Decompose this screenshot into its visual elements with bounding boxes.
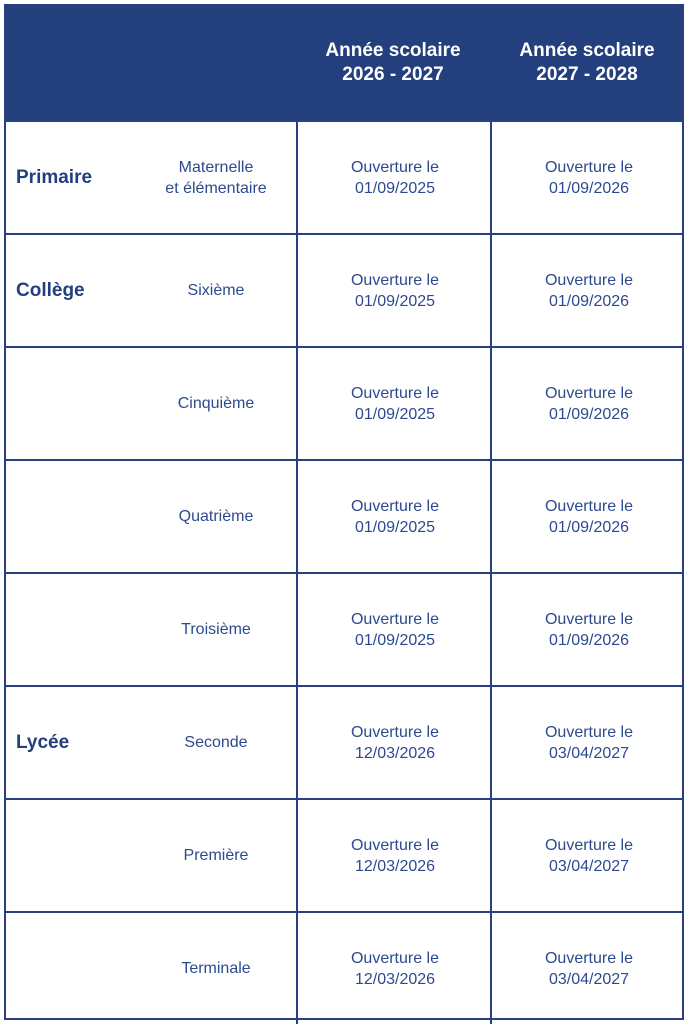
year-1-cell	[296, 235, 492, 346]
year-1-date: 01/09/2025	[354, 518, 436, 536]
header-year-2-label: Année scolaire	[519, 40, 655, 61]
year-2-date: 01/09/2026	[548, 405, 630, 423]
table-row	[6, 572, 682, 685]
year-1-date: 01/09/2025	[354, 179, 436, 197]
header-year-2-range: 2027 - 2028	[536, 64, 638, 85]
year-2-date: 01/09/2026	[548, 518, 630, 536]
year-1-date: 01/09/2025	[354, 405, 436, 423]
year-1-date: 01/09/2025	[354, 292, 436, 310]
class-cell	[136, 687, 296, 798]
year-2-date: 01/09/2026	[548, 179, 630, 197]
year-2-label: Ouverture le	[544, 384, 634, 402]
table-row	[6, 459, 682, 572]
year-1-label: Ouverture le	[350, 836, 440, 854]
year-2-cell	[490, 800, 686, 911]
class-cell	[136, 913, 296, 1024]
level-cell	[16, 800, 136, 911]
class-line-1: Troisième	[181, 621, 251, 638]
class-line-2: et élémentaire	[165, 179, 267, 197]
class-cell	[136, 800, 296, 911]
year-2-date: 01/09/2026	[548, 292, 630, 310]
class-cell	[136, 348, 296, 459]
year-2-cell	[490, 235, 686, 346]
class-cell	[136, 461, 296, 572]
year-2-cell	[490, 687, 686, 798]
level-cell	[16, 574, 136, 685]
year-1-label: Ouverture le	[350, 271, 440, 289]
year-2-label: Ouverture le	[544, 610, 634, 628]
header-year-2	[490, 6, 684, 120]
year-2-date: 03/04/2027	[548, 744, 630, 762]
year-1-label: Ouverture le	[350, 497, 440, 515]
year-2-date: 03/04/2027	[548, 970, 630, 988]
class-line-1: Maternelle	[178, 158, 254, 176]
header-year-1-range: 2026 - 2027	[342, 64, 444, 85]
class-cell	[136, 122, 296, 233]
year-1-cell	[296, 461, 492, 572]
level-cell	[16, 461, 136, 572]
year-1-cell	[296, 913, 492, 1024]
year-2-cell	[490, 574, 686, 685]
header-year-1-label: Année scolaire	[325, 40, 461, 61]
class-line-1: Terminale	[181, 960, 251, 977]
class-line-1: Quatrième	[178, 508, 254, 525]
year-2-label: Ouverture le	[544, 497, 634, 515]
table-row	[6, 911, 682, 1024]
level-cell	[16, 913, 136, 1024]
level-cell	[16, 348, 136, 459]
year-1-cell	[296, 800, 492, 911]
year-1-cell	[296, 574, 492, 685]
class-cell	[136, 574, 296, 685]
class-line-1: Cinquième	[177, 395, 255, 412]
header-year-1	[296, 6, 490, 120]
enrollment-schedule-table	[4, 4, 684, 1020]
year-2-label: Ouverture le	[544, 271, 634, 289]
year-1-cell	[296, 348, 492, 459]
table-row	[6, 346, 682, 459]
year-2-cell	[490, 122, 686, 233]
table-row	[6, 685, 682, 798]
year-2-label: Ouverture le	[544, 949, 634, 967]
year-1-date: 12/03/2026	[354, 744, 436, 762]
level-cell: Collège	[16, 279, 85, 301]
year-2-date: 03/04/2027	[548, 857, 630, 875]
year-2-label: Ouverture le	[544, 723, 634, 741]
year-2-label: Ouverture le	[544, 158, 634, 176]
year-1-date: 12/03/2026	[354, 970, 436, 988]
year-1-label: Ouverture le	[350, 384, 440, 402]
year-2-date: 01/09/2026	[548, 631, 630, 649]
year-1-label: Ouverture le	[350, 723, 440, 741]
table-row	[6, 120, 682, 233]
year-1-label: Ouverture le	[350, 610, 440, 628]
class-line-1: Seconde	[184, 734, 248, 751]
class-cell	[136, 235, 296, 346]
table-header	[6, 6, 682, 120]
table-row	[6, 233, 682, 346]
year-1-cell	[296, 122, 492, 233]
year-1-label: Ouverture le	[350, 158, 440, 176]
class-line-1: Sixième	[187, 282, 245, 299]
year-2-cell	[490, 348, 686, 459]
year-1-date: 12/03/2026	[354, 857, 436, 875]
year-2-cell	[490, 461, 686, 572]
level-cell: Primaire	[16, 166, 93, 188]
year-2-cell	[490, 913, 686, 1024]
year-1-date: 01/09/2025	[354, 631, 436, 649]
table-row	[6, 798, 682, 911]
year-2-label: Ouverture le	[544, 836, 634, 854]
year-1-label: Ouverture le	[350, 949, 440, 967]
class-line-1: Première	[183, 847, 249, 864]
level-cell: Lycée	[16, 731, 70, 753]
year-1-cell	[296, 687, 492, 798]
